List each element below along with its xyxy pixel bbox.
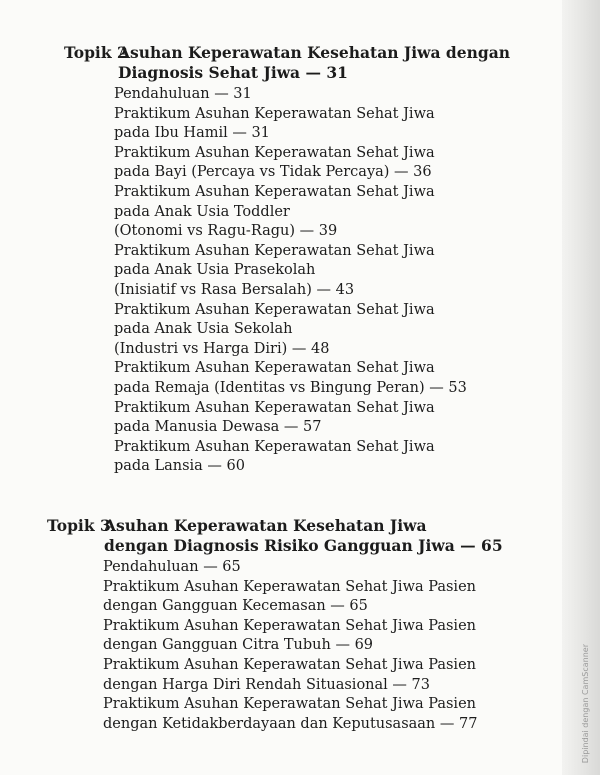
watermark-text: Dipindai dengan CamScanner bbox=[580, 644, 590, 764]
toc-entry-line: (Inisiatif vs Rasa Bersalah) — 43 bbox=[114, 281, 355, 298]
topic-3-title-line: Asuhan Keperawatan Kesehatan Jiwa bbox=[104, 516, 427, 535]
toc-entry-line: pada Manusia Dewasa — 57 bbox=[114, 419, 322, 436]
toc-entry-line: dengan Harga Diri Rendah Situasional — 73 bbox=[103, 676, 430, 693]
toc-entry-line: pada Anak Usia Sekolah bbox=[114, 321, 293, 338]
toc-entry[interactable] bbox=[114, 438, 510, 477]
toc-entry-line: (Otonomi vs Ragu-Ragu) — 39 bbox=[114, 223, 338, 240]
toc-entry-line: pada Remaja (Identitas vs Bingung Peran) — 53 bbox=[114, 379, 467, 396]
scanner-watermark bbox=[578, 640, 592, 764]
toc-entry-line: pada Ibu Hamil — 31 bbox=[114, 125, 270, 142]
toc-entry-line: dengan Gangguan Kecemasan — 65 bbox=[103, 598, 368, 615]
toc-entry-line: Praktikum Asuhan Keperawatan Sehat Jiwa Pasien bbox=[103, 696, 476, 713]
topic-3-section bbox=[47, 516, 503, 734]
toc-entry-line: Praktikum Asuhan Keperawatan Sehat Jiwa bbox=[114, 301, 435, 318]
topic-2-label: Topik 2 bbox=[64, 43, 128, 62]
toc-entry[interactable] bbox=[114, 105, 510, 144]
toc-entry-line: pada Lansia — 60 bbox=[114, 458, 245, 475]
toc-entry-line: dengan Ketidakberdayaan dan Keputusasaan — 77 bbox=[103, 715, 478, 732]
topic-2-title-line: Diagnosis Sehat Jiwa — 31 bbox=[118, 63, 348, 82]
topic-2-title-line: Asuhan Keperawatan Kesehatan Jiwa dengan bbox=[118, 43, 511, 62]
toc-entry-line: Pendahuluan — 31 bbox=[114, 86, 252, 102]
toc-entry[interactable] bbox=[114, 359, 510, 398]
topic-2-heading bbox=[64, 43, 510, 83]
toc-entry-line: Praktikum Asuhan Keperawatan Sehat Jiwa Pasien bbox=[103, 617, 476, 634]
toc-entry[interactable] bbox=[103, 656, 503, 695]
toc-entry[interactable] bbox=[103, 578, 503, 617]
toc-entry[interactable] bbox=[114, 144, 510, 183]
toc-entry-line: Praktikum Asuhan Keperawatan Sehat Jiwa bbox=[114, 183, 435, 200]
toc-entry[interactable] bbox=[103, 617, 503, 656]
toc-entry-line: Praktikum Asuhan Keperawatan Sehat Jiwa bbox=[114, 144, 435, 161]
toc-entry-line: (Industri vs Harga Diri) — 48 bbox=[114, 340, 330, 357]
toc-entry-line: Praktikum Asuhan Keperawatan Sehat Jiwa Pasien bbox=[103, 578, 476, 595]
toc-entry-line: Praktikum Asuhan Keperawatan Sehat Jiwa bbox=[114, 360, 435, 377]
toc-entry-line: dengan Gangguan Citra Tubuh — 69 bbox=[103, 637, 374, 654]
toc-entry-line: Praktikum Asuhan Keperawatan Sehat Jiwa bbox=[114, 105, 435, 122]
toc-entry-line: pada Bayi (Percaya vs Tidak Percaya) — 36 bbox=[114, 164, 432, 181]
toc-entry[interactable] bbox=[114, 183, 510, 242]
toc-entry[interactable] bbox=[103, 695, 503, 734]
page-edge bbox=[562, 0, 600, 775]
toc-entry[interactable] bbox=[114, 301, 510, 360]
topic-3-label: Topik 3 bbox=[47, 516, 111, 535]
toc-entry-line: pada Anak Usia Prasekolah bbox=[114, 262, 316, 279]
toc-entry-line: Praktikum Asuhan Keperawatan Sehat Jiwa Pasien bbox=[103, 656, 476, 673]
toc-entry[interactable] bbox=[114, 242, 510, 301]
topic-3-entries bbox=[103, 558, 503, 734]
topic-3-title-line: dengan Diagnosis Risiko Gangguan Jiwa — 65 bbox=[104, 536, 503, 555]
topic-2-section bbox=[64, 43, 510, 477]
toc-entry-line: Pendahuluan — 65 bbox=[103, 559, 241, 575]
topic-2-title bbox=[118, 43, 510, 83]
toc-entry[interactable] bbox=[114, 399, 510, 438]
toc-entry[interactable] bbox=[114, 85, 510, 105]
toc-entry[interactable] bbox=[103, 558, 503, 578]
toc-entry-line: Praktikum Asuhan Keperawatan Sehat Jiwa bbox=[114, 399, 435, 416]
toc-entry-line: Praktikum Asuhan Keperawatan Sehat Jiwa bbox=[114, 242, 435, 259]
topic-2-entries bbox=[114, 85, 510, 477]
topic-3-title bbox=[104, 516, 503, 556]
toc-entry-line: pada Anak Usia Toddler bbox=[114, 203, 290, 220]
toc-entry-line: Praktikum Asuhan Keperawatan Sehat Jiwa bbox=[114, 438, 435, 455]
topic-3-heading bbox=[47, 516, 503, 556]
